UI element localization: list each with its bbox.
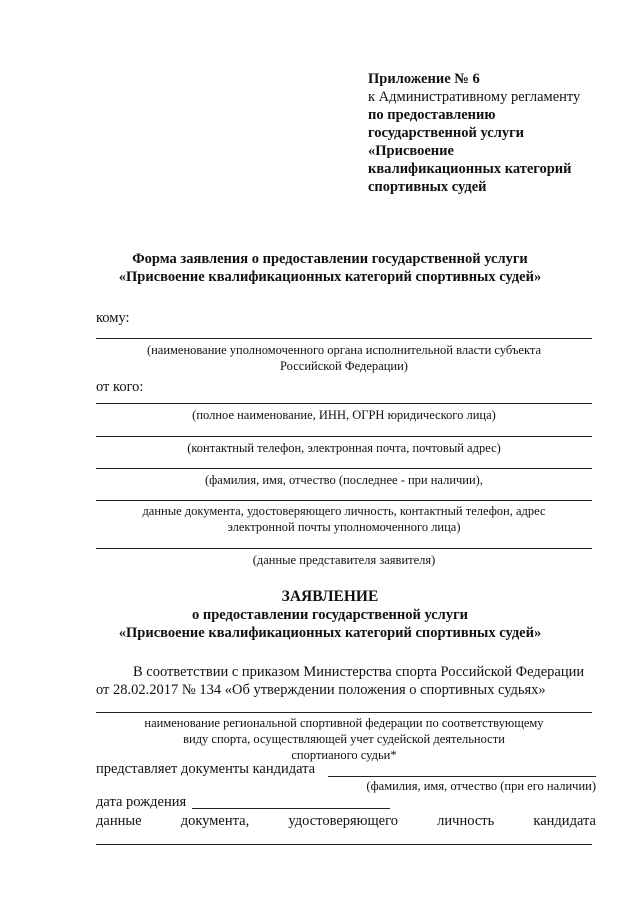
representative-caption: (данные представителя заявителя) <box>252 553 436 567</box>
appendix-line: по предоставлению <box>368 107 496 123</box>
presents-label: представляет документы кандидата <box>96 761 316 777</box>
appendix-line: «Присвоение <box>368 143 454 159</box>
contacts-caption: (контактный телефон, электронная почта, почтовый адрес) <box>187 441 501 455</box>
caption-line: спортианого судьи* <box>291 748 397 762</box>
appendix-title: Приложение № 6 <box>368 71 480 87</box>
document-data-line <box>96 813 596 830</box>
form-title-line: «Присвоение квалификационных категорий спортивных судей» <box>118 269 542 285</box>
contacts-field-line[interactable] <box>96 436 592 437</box>
fio-caption: (фамилия, имя, отчество (последнее - при наличии), <box>205 473 483 487</box>
federation-caption <box>96 715 592 763</box>
candidate-caption: (фамилия, имя, отчество (при его наличии) <box>366 779 596 793</box>
subtitle-line: «Присвоение квалификационных категорий спортивных судей» <box>118 625 542 641</box>
legal-name-caption: (полное наименование, ИНН, ОГРН юридического лица) <box>192 408 496 422</box>
doc-word: личность <box>437 813 495 829</box>
appendix-block <box>368 70 618 196</box>
candidate-field-line[interactable] <box>328 776 596 777</box>
legal-name-field-line[interactable] <box>96 403 592 404</box>
to-caption <box>96 342 592 374</box>
doc-word: документа, <box>180 813 250 829</box>
application-heading: ЗАЯВЛЕНИЕ <box>281 588 379 605</box>
to-label: кому: <box>96 310 130 326</box>
doc-word: данные <box>96 813 142 829</box>
doc-word: кандидата <box>533 813 596 829</box>
subtitle-line: о предоставлении государственной услуги <box>191 607 469 623</box>
caption-line: наименование региональной спортивной федерации по соответствующему <box>144 716 544 730</box>
fio-field-line[interactable] <box>96 468 592 469</box>
caption-line: виду спорта, осуществляющей учет судейской деятельности <box>183 732 505 746</box>
paragraph-line: от 28.02.2017 № 134 «Об утверждении положения о спортивных судьях» <box>96 682 546 698</box>
from-label: от кого: <box>96 379 144 395</box>
appendix-line: спортивных судей <box>368 179 487 195</box>
birth-label: дата рождения <box>96 794 187 810</box>
caption-line: электронной почты уполномоченного лица) <box>227 520 461 534</box>
appendix-line: квалификационных категорий <box>368 161 572 177</box>
federation-field-line[interactable] <box>96 712 592 713</box>
caption-line: (наименование уполномоченного органа исполнительной власти субъекта <box>146 343 542 357</box>
caption-line: данные документа, удостоверяющего личность, контактный телефон, адрес <box>142 504 546 518</box>
form-title <box>60 250 600 286</box>
document-field-line[interactable] <box>96 500 592 501</box>
birth-date-field-line[interactable] <box>192 808 390 809</box>
appendix-line: к Административному регламенту <box>368 89 581 105</box>
document-caption <box>96 503 592 535</box>
caption-line: Российской Федерации) <box>280 359 408 373</box>
doc-word: удостоверяющего <box>288 813 398 829</box>
to-field-line[interactable] <box>96 338 592 339</box>
application-subtitle <box>60 606 600 642</box>
document-data-field-line[interactable] <box>96 844 592 845</box>
representative-field-line[interactable] <box>96 548 592 549</box>
form-title-line: Форма заявления о предоставлении государственной услуги <box>132 251 528 267</box>
appendix-line: государственной услуги <box>368 125 525 141</box>
paragraph-line: В соответствии с приказом Министерства спорта Российской Федерации <box>133 664 585 680</box>
